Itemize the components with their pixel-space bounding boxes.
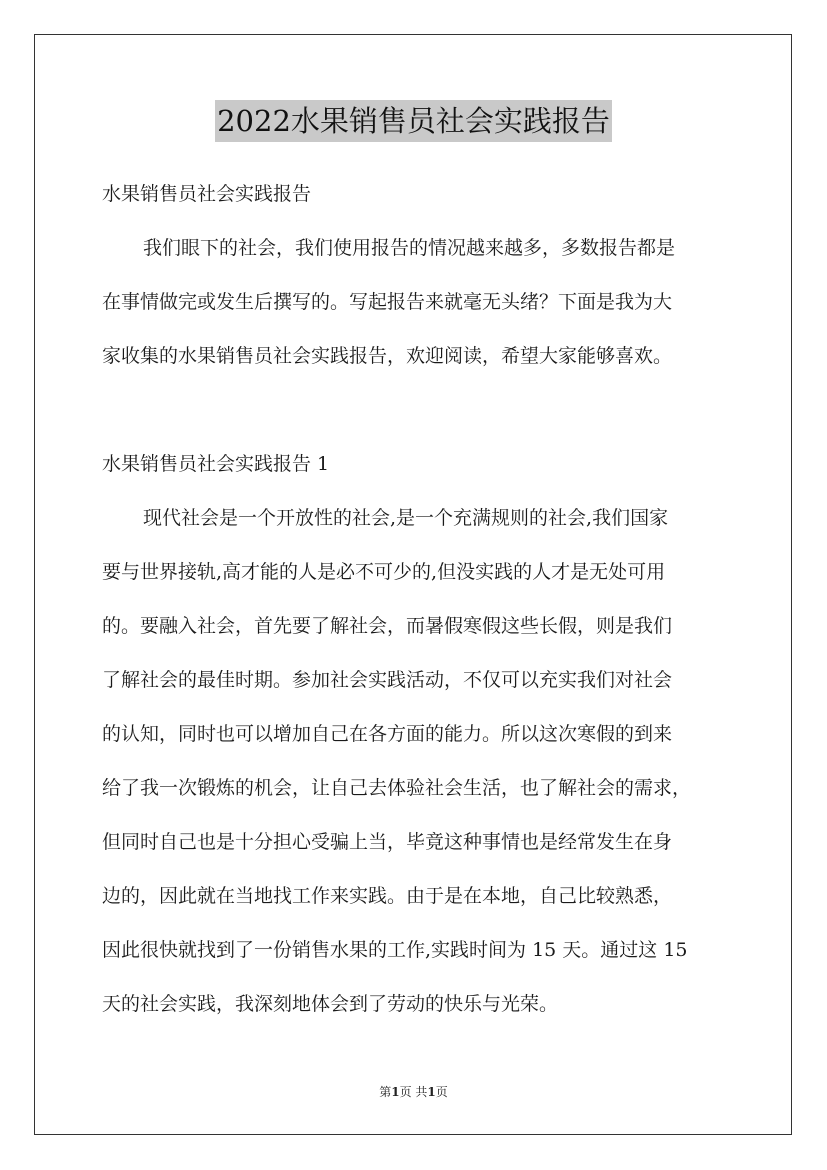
intro-line: 在事情做完或发生后撰写的。写起报告来就毫无头绪？下面是我为大 (102, 291, 673, 313)
footer-page-current: 1 (391, 1085, 400, 1099)
footer-page-total: 1 (427, 1085, 436, 1099)
body-line: 的。要融入社会，首先要了解社会，而暑假寒假这些长假，则是我们 (102, 615, 673, 637)
body-line: 了解社会的最佳时期。参加社会实践活动，不仅可以充实我们对社会 (102, 669, 673, 691)
section-heading: 水果销售员社会实践报告 (102, 183, 312, 205)
body-line: 要与世界接轨,高才能的人是必不可少的,但没实践的人才是无处可用 (102, 561, 666, 583)
footer-mid: 页 共 (399, 1085, 428, 1099)
intro-line: 我们眼下的社会，我们使用报告的情况越来越多，多数报告都是 (143, 237, 676, 259)
footer-prefix: 第 (379, 1085, 392, 1099)
title-container (0, 100, 827, 142)
page-footer (0, 1083, 827, 1100)
footer-suffix: 页 (435, 1085, 448, 1099)
body-line: 因此很快就找到了一份销售水果的工作,实践时间为 15 天。通过这 15 (102, 939, 688, 961)
body-line: 但同时自己也是十分担心受骗上当，毕竟这种事情也是经常发生在身 (102, 831, 673, 853)
section-heading: 水果销售员社会实践报告 1 (102, 453, 330, 475)
document-title: 2022水果销售员社会实践报告 (215, 100, 612, 142)
body-line: 边的，因此就在当地找工作来实践。由于是在本地，自己比较熟悉， (102, 885, 673, 907)
intro-line: 家收集的水果销售员社会实践报告，欢迎阅读，希望大家能够喜欢。 (102, 345, 673, 367)
body-line: 现代社会是一个开放性的社会,是一个充满规则的社会,我们国家 (143, 507, 669, 529)
body-line: 天的社会实践，我深刻地体会到了劳动的快乐与光荣。 (102, 993, 559, 1015)
body-line: 的认知，同时也可以增加自己在各方面的能力。所以这次寒假的到来 (102, 723, 673, 745)
body-line: 给了我一次锻炼的机会，让自己去体验社会生活，也了解社会的需求， (102, 777, 692, 799)
